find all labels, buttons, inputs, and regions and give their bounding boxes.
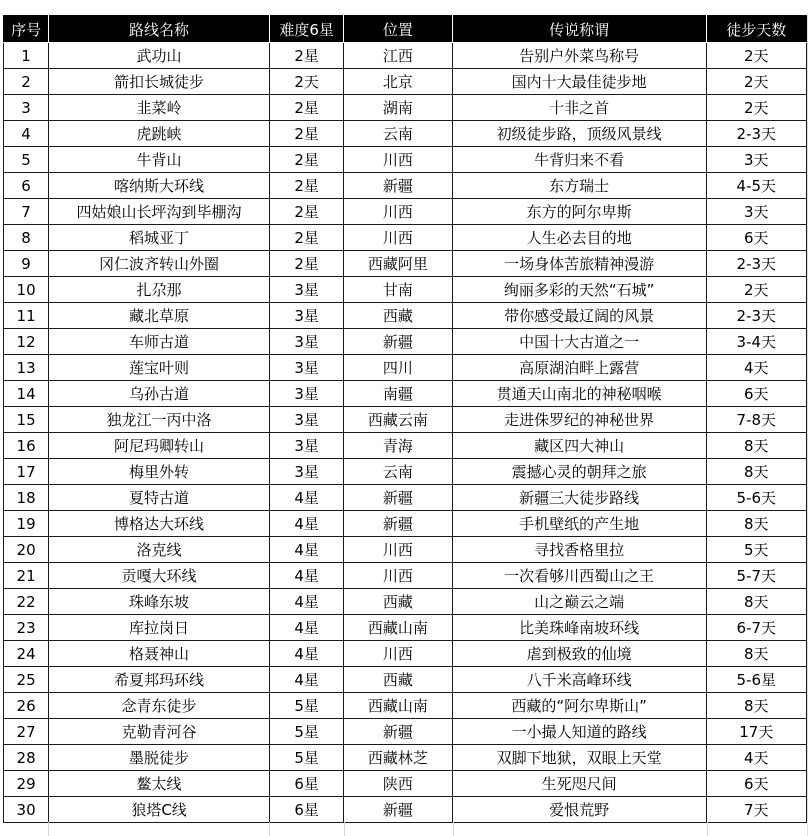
- cell-legend[interactable]: 初级徒步路，顶级风景线: [452, 121, 706, 147]
- table-row: [4, 147, 807, 173]
- cell-difficulty[interactable]: 2星: [269, 43, 343, 69]
- table-row: [4, 719, 807, 745]
- cell-legend[interactable]: 带你感受最辽阔的风景: [452, 303, 706, 329]
- cell-location[interactable]: 湖南: [344, 95, 452, 121]
- cell-legend[interactable]: 新疆三大徒步路线: [452, 485, 706, 511]
- cell-location[interactable]: 川西: [344, 563, 452, 589]
- cell-days[interactable]: 8天: [706, 589, 806, 615]
- cell-days[interactable]: 2天: [706, 43, 806, 69]
- cell-id[interactable]: 25: [4, 667, 49, 693]
- cell-days[interactable]: 6天: [706, 381, 806, 407]
- table-row: [4, 121, 807, 147]
- cell-route-name[interactable]: 鳌太线: [49, 771, 270, 797]
- cell-route-name[interactable]: 独龙江一丙中洛: [49, 407, 270, 433]
- cell-difficulty[interactable]: 2星: [269, 147, 343, 173]
- table-row: [4, 199, 807, 225]
- cell-difficulty[interactable]: 2星: [269, 121, 343, 147]
- cell-location[interactable]: 川西: [344, 537, 452, 563]
- cell-days[interactable]: 2天: [706, 95, 806, 121]
- cell-difficulty[interactable]: 2星: [269, 225, 343, 251]
- cell-legend[interactable]: 比美珠峰南坡环线: [452, 615, 706, 641]
- sheet-next-row: [0, 822, 811, 836]
- cell-days[interactable]: 2天: [706, 69, 806, 95]
- table-row: [4, 95, 807, 121]
- cell-location[interactable]: 南疆: [344, 381, 452, 407]
- header-id[interactable]: 序号: [4, 16, 49, 43]
- cell-legend[interactable]: 一次看够川西蜀山之王: [452, 563, 706, 589]
- cell-id[interactable]: 4: [4, 121, 49, 147]
- cell-id[interactable]: 30: [4, 797, 49, 823]
- cell-id[interactable]: 1: [4, 43, 49, 69]
- cell-difficulty[interactable]: 3星: [269, 407, 343, 433]
- cell-legend[interactable]: 西藏的“阿尔卑斯山”: [452, 693, 706, 719]
- table-row: [4, 225, 807, 251]
- cell-location[interactable]: 西藏: [344, 667, 452, 693]
- cell-days[interactable]: 6天: [706, 225, 806, 251]
- cell-legend[interactable]: 十非之首: [452, 95, 706, 121]
- sheet-gridline: [48, 822, 49, 836]
- header-days[interactable]: 徒步天数: [706, 16, 806, 43]
- table-header: [4, 16, 807, 43]
- cell-difficulty[interactable]: 4星: [269, 615, 343, 641]
- header-row: [4, 16, 807, 43]
- cell-legend[interactable]: 国内十大最佳徒步地: [452, 69, 706, 95]
- header-difficulty[interactable]: 难度6星: [269, 16, 343, 43]
- cell-days[interactable]: 3天: [706, 147, 806, 173]
- cell-difficulty[interactable]: 6星: [269, 771, 343, 797]
- table-row: [4, 589, 807, 615]
- cell-days[interactable]: 8天: [706, 511, 806, 537]
- cell-id[interactable]: 10: [4, 277, 49, 303]
- cell-location[interactable]: 新疆: [344, 797, 452, 823]
- cell-days[interactable]: 2-3天: [706, 121, 806, 147]
- cell-route-name[interactable]: 牛背山: [49, 147, 270, 173]
- cell-id[interactable]: 6: [4, 173, 49, 199]
- table-row: [4, 745, 807, 771]
- cell-days[interactable]: 7天: [706, 797, 806, 823]
- cell-id[interactable]: 24: [4, 641, 49, 667]
- cell-id[interactable]: 27: [4, 719, 49, 745]
- cell-legend[interactable]: 告别户外菜鸟称号: [452, 43, 706, 69]
- cell-id[interactable]: 23: [4, 615, 49, 641]
- cell-id[interactable]: 28: [4, 745, 49, 771]
- cell-location[interactable]: 新疆: [344, 719, 452, 745]
- cell-id[interactable]: 5: [4, 147, 49, 173]
- cell-days[interactable]: 3-4天: [706, 329, 806, 355]
- cell-difficulty[interactable]: 3星: [269, 459, 343, 485]
- cell-location[interactable]: 云南: [344, 121, 452, 147]
- cell-location[interactable]: 西藏林芝: [344, 745, 452, 771]
- cell-legend[interactable]: 生死咫尺间: [452, 771, 706, 797]
- table-row: [4, 485, 807, 511]
- cell-legend[interactable]: 东方的阿尔卑斯: [452, 199, 706, 225]
- cell-route-name[interactable]: 武功山: [49, 43, 270, 69]
- cell-location[interactable]: 陕西: [344, 771, 452, 797]
- cell-route-name[interactable]: 莲宝叶则: [49, 355, 270, 381]
- cell-route-name[interactable]: 狼塔C线: [49, 797, 270, 823]
- cell-days[interactable]: 7-8天: [706, 407, 806, 433]
- table-row: [4, 329, 807, 355]
- table-row: [4, 303, 807, 329]
- cell-route-name[interactable]: 墨脱徒步: [49, 745, 270, 771]
- table-row: [4, 69, 807, 95]
- cell-location[interactable]: 甘南: [344, 277, 452, 303]
- cell-difficulty[interactable]: 3星: [269, 303, 343, 329]
- table-row: [4, 381, 807, 407]
- header-route-name[interactable]: 路线名称: [49, 16, 270, 43]
- cell-legend[interactable]: 藏区四大神山: [452, 433, 706, 459]
- table-row: [4, 277, 807, 303]
- cell-location[interactable]: 西藏: [344, 589, 452, 615]
- cell-legend[interactable]: 中国十大古道之一: [452, 329, 706, 355]
- cell-difficulty[interactable]: 2星: [269, 173, 343, 199]
- cell-route-name[interactable]: 梅里外转: [49, 459, 270, 485]
- table-row: [4, 693, 807, 719]
- cell-legend[interactable]: 八千米高峰环线: [452, 667, 706, 693]
- table-row: [4, 433, 807, 459]
- cell-difficulty[interactable]: 5星: [269, 745, 343, 771]
- table-row: [4, 667, 807, 693]
- cell-legend[interactable]: 牛背归来不看: [452, 147, 706, 173]
- cell-difficulty[interactable]: 6星: [269, 797, 343, 823]
- cell-difficulty[interactable]: 3星: [269, 381, 343, 407]
- cell-route-name[interactable]: 念青东徒步: [49, 693, 270, 719]
- cell-location[interactable]: 西藏山南: [344, 615, 452, 641]
- cell-days[interactable]: 4-5天: [706, 173, 806, 199]
- cell-route-name[interactable]: 贡嘎大环线: [49, 563, 270, 589]
- cell-difficulty[interactable]: 4星: [269, 641, 343, 667]
- table-row: [4, 251, 807, 277]
- cell-location[interactable]: 新疆: [344, 485, 452, 511]
- cell-route-name[interactable]: 箭扣长城徒步: [49, 69, 270, 95]
- table-row: [4, 511, 807, 537]
- cell-difficulty[interactable]: 2天: [269, 69, 343, 95]
- cell-location[interactable]: 川西: [344, 641, 452, 667]
- cell-difficulty[interactable]: 2星: [269, 199, 343, 225]
- cell-difficulty[interactable]: 3星: [269, 277, 343, 303]
- cell-difficulty[interactable]: 4星: [269, 563, 343, 589]
- cell-difficulty[interactable]: 4星: [269, 485, 343, 511]
- cell-days[interactable]: 5-6星: [706, 667, 806, 693]
- cell-difficulty[interactable]: 3星: [269, 433, 343, 459]
- sheet-gridline: [707, 822, 708, 836]
- cell-days[interactable]: 8天: [706, 433, 806, 459]
- cell-legend[interactable]: 走进侏罗纪的神秘世界: [452, 407, 706, 433]
- sheet-gridline: [807, 15, 808, 836]
- cell-days[interactable]: 4天: [706, 745, 806, 771]
- table-row: [4, 355, 807, 381]
- sheet-gridline: [344, 822, 345, 836]
- cell-difficulty[interactable]: 3星: [269, 329, 343, 355]
- cell-location[interactable]: 川西: [344, 147, 452, 173]
- cell-days[interactable]: 8天: [706, 693, 806, 719]
- cell-legend[interactable]: 绚丽多彩的天然“石城”: [452, 277, 706, 303]
- cell-route-name[interactable]: 洛克线: [49, 537, 270, 563]
- cell-legend[interactable]: 一场身体苦旅精神漫游: [452, 251, 706, 277]
- cell-legend[interactable]: 爱恨荒野: [452, 797, 706, 823]
- cell-location[interactable]: 云南: [344, 459, 452, 485]
- cell-route-name[interactable]: 克勒青河谷: [49, 719, 270, 745]
- cell-route-name[interactable]: 阿尼玛卿转山: [49, 433, 270, 459]
- cell-difficulty[interactable]: 4星: [269, 589, 343, 615]
- cell-id[interactable]: 21: [4, 563, 49, 589]
- cell-route-name[interactable]: 四姑娘山长坪沟到毕棚沟: [49, 199, 270, 225]
- cell-location[interactable]: 川西: [344, 199, 452, 225]
- cell-days[interactable]: 2天: [706, 277, 806, 303]
- cell-difficulty[interactable]: 4星: [269, 537, 343, 563]
- cell-id[interactable]: 7: [4, 199, 49, 225]
- cell-id[interactable]: 12: [4, 329, 49, 355]
- cell-location[interactable]: 西藏云南: [344, 407, 452, 433]
- cell-id[interactable]: 2: [4, 69, 49, 95]
- table-row: [4, 641, 807, 667]
- hiking-routes-table: [3, 15, 807, 823]
- cell-days[interactable]: 8天: [706, 459, 806, 485]
- cell-location[interactable]: 青海: [344, 433, 452, 459]
- cell-route-name[interactable]: 博格达大环线: [49, 511, 270, 537]
- cell-id[interactable]: 18: [4, 485, 49, 511]
- table-row: [4, 43, 807, 69]
- cell-legend[interactable]: 震撼心灵的朝拜之旅: [452, 459, 706, 485]
- cell-id[interactable]: 15: [4, 407, 49, 433]
- cell-route-name[interactable]: 藏北草原: [49, 303, 270, 329]
- cell-location[interactable]: 西藏山南: [344, 693, 452, 719]
- cell-legend[interactable]: 手机壁纸的产生地: [452, 511, 706, 537]
- cell-route-name[interactable]: 格聂神山: [49, 641, 270, 667]
- cell-legend[interactable]: 虐到极致的仙境: [452, 641, 706, 667]
- cell-id[interactable]: 11: [4, 303, 49, 329]
- cell-days[interactable]: 3天: [706, 199, 806, 225]
- cell-legend[interactable]: 东方瑞士: [452, 173, 706, 199]
- cell-days[interactable]: 5-7天: [706, 563, 806, 589]
- table-row: [4, 563, 807, 589]
- cell-location[interactable]: 西藏: [344, 303, 452, 329]
- cell-difficulty[interactable]: 5星: [269, 693, 343, 719]
- cell-days[interactable]: 5-6天: [706, 485, 806, 511]
- cell-location[interactable]: 江西: [344, 43, 452, 69]
- table-row: [4, 407, 807, 433]
- cell-days[interactable]: 6天: [706, 771, 806, 797]
- cell-route-name[interactable]: 韭菜岭: [49, 95, 270, 121]
- cell-id[interactable]: 29: [4, 771, 49, 797]
- cell-route-name[interactable]: 虎跳峡: [49, 121, 270, 147]
- cell-difficulty[interactable]: 2星: [269, 251, 343, 277]
- cell-difficulty[interactable]: 5星: [269, 719, 343, 745]
- cell-location[interactable]: 新疆: [344, 329, 452, 355]
- cell-id[interactable]: 14: [4, 381, 49, 407]
- cell-days[interactable]: 2-3天: [706, 303, 806, 329]
- cell-id[interactable]: 8: [4, 225, 49, 251]
- sheet-gridline: [453, 822, 454, 836]
- cell-days[interactable]: 17天: [706, 719, 806, 745]
- cell-location[interactable]: 新疆: [344, 173, 452, 199]
- cell-difficulty[interactable]: 4星: [269, 667, 343, 693]
- cell-difficulty[interactable]: 3星: [269, 355, 343, 381]
- cell-legend[interactable]: 高原湖泊畔上露营: [452, 355, 706, 381]
- header-legend[interactable]: 传说称谓: [452, 16, 706, 43]
- cell-days[interactable]: 4天: [706, 355, 806, 381]
- table-row: [4, 797, 807, 823]
- cell-days[interactable]: 6-7天: [706, 615, 806, 641]
- table-body: [4, 43, 807, 823]
- cell-days[interactable]: 8天: [706, 641, 806, 667]
- cell-route-name[interactable]: 喀纳斯大环线: [49, 173, 270, 199]
- cell-days[interactable]: 5天: [706, 537, 806, 563]
- cell-legend[interactable]: 人生必去目的地: [452, 225, 706, 251]
- cell-route-name[interactable]: 稻城亚丁: [49, 225, 270, 251]
- cell-id[interactable]: 3: [4, 95, 49, 121]
- cell-location[interactable]: 四川: [344, 355, 452, 381]
- cell-legend[interactable]: 贯通天山南北的神秘咽喉: [452, 381, 706, 407]
- table-row: [4, 459, 807, 485]
- cell-route-name[interactable]: 库拉岗日: [49, 615, 270, 641]
- cell-legend[interactable]: 山之巅云之端: [452, 589, 706, 615]
- table-row: [4, 615, 807, 641]
- cell-id[interactable]: 20: [4, 537, 49, 563]
- cell-legend[interactable]: 双脚下地狱，双眼上天堂: [452, 745, 706, 771]
- cell-legend[interactable]: 寻找香格里拉: [452, 537, 706, 563]
- cell-id[interactable]: 9: [4, 251, 49, 277]
- cell-route-name[interactable]: 珠峰东坡: [49, 589, 270, 615]
- cell-location[interactable]: 西藏阿里: [344, 251, 452, 277]
- cell-difficulty[interactable]: 4星: [269, 511, 343, 537]
- cell-route-name[interactable]: 冈仁波齐转山外圈: [49, 251, 270, 277]
- cell-route-name[interactable]: 乌孙古道: [49, 381, 270, 407]
- cell-id[interactable]: 17: [4, 459, 49, 485]
- cell-route-name[interactable]: 车师古道: [49, 329, 270, 355]
- cell-difficulty[interactable]: 2星: [269, 95, 343, 121]
- cell-id[interactable]: 16: [4, 433, 49, 459]
- cell-legend[interactable]: 一小撮人知道的路线: [452, 719, 706, 745]
- cell-route-name[interactable]: 夏特古道: [49, 485, 270, 511]
- cell-id[interactable]: 13: [4, 355, 49, 381]
- cell-location[interactable]: 北京: [344, 69, 452, 95]
- cell-id[interactable]: 26: [4, 693, 49, 719]
- cell-id[interactable]: 19: [4, 511, 49, 537]
- cell-id[interactable]: 22: [4, 589, 49, 615]
- header-location[interactable]: 位置: [344, 16, 452, 43]
- cell-route-name[interactable]: 希夏邦玛环线: [49, 667, 270, 693]
- table-row: [4, 537, 807, 563]
- table-row: [4, 173, 807, 199]
- cell-location[interactable]: 川西: [344, 225, 452, 251]
- sheet-gridline: [269, 822, 270, 836]
- cell-days[interactable]: 2-3天: [706, 251, 806, 277]
- table-row: [4, 771, 807, 797]
- cell-location[interactable]: 新疆: [344, 511, 452, 537]
- cell-route-name[interactable]: 扎尕那: [49, 277, 270, 303]
